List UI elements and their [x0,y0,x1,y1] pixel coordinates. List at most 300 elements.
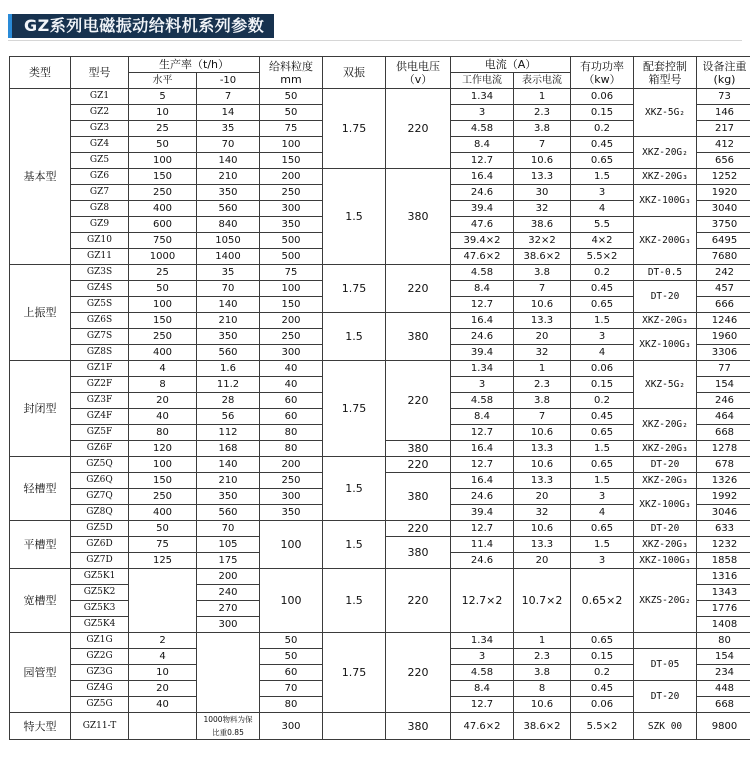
cell-h: 8 [129,377,197,393]
cell-p: 0.15 [571,105,634,121]
cell-w: 1960 [697,329,750,345]
cell-model: GZ7Q [71,489,129,505]
cell-wc: 8.4 [451,409,514,425]
cell-model: GZ1 [71,89,129,105]
cell-wc: 24.6 [451,553,514,569]
cell-p: 0.06 [571,697,634,713]
cell-h: 150 [129,313,197,329]
cell-mc: 20 [514,489,571,505]
cell-h: 25 [129,265,197,281]
cell-ctl: XKZ-20G₃ [634,441,697,457]
cell-w: 3040 [697,201,750,217]
cell-model: GZ7S [71,329,129,345]
cell-v: 220 [386,265,451,313]
cell-ctl: SZK 00 [634,713,697,740]
cell-model: GZ5S [71,297,129,313]
cell-d: 270 [197,601,260,617]
cell-d: 240 [197,585,260,601]
cell-model: GZ5Q [71,457,129,473]
cell-mc: 38.6×2 [514,249,571,265]
cell-model: GZ10 [71,233,129,249]
cell-d: 840 [197,217,260,233]
cell-w: 666 [697,297,750,313]
cell-v: 220 [386,569,451,633]
cell-mc: 38.6×2 [514,713,571,740]
cell-g: 50 [260,89,323,105]
cell-g: 300 [260,713,323,740]
cell-h: 100 [129,153,197,169]
cell-mc: 30 [514,185,571,201]
cell-h: 600 [129,217,197,233]
cell-h: 50 [129,137,197,153]
table-row [10,569,750,585]
cell-h: 10 [129,105,197,121]
cell-g: 75 [260,265,323,281]
table-row [10,457,750,473]
cell-wc: 12.7 [451,697,514,713]
cell-ctl: DT-05 [634,649,697,681]
cell-w: 1252 [697,169,750,185]
header-minus10: -10 [197,73,260,89]
cell-h: 4 [129,649,197,665]
cell-d: 210 [197,169,260,185]
cell-v: 220 [386,89,451,169]
cell-wc: 47.6×2 [451,713,514,740]
cell-wc: 12.7×2 [451,569,514,633]
cell-g: 40 [260,361,323,377]
cell-ctl: XKZ-20G₃ [634,313,697,329]
cell-g: 100 [260,521,323,569]
cell-w: 1920 [697,185,750,201]
cell-w: 1326 [697,473,750,489]
cell-type: 轻槽型 [10,457,71,521]
cell-p: 4 [571,505,634,521]
cell-mc: 10.6 [514,697,571,713]
cell-h: 10 [129,665,197,681]
cell-g: 300 [260,345,323,361]
cell-p: 4 [571,345,634,361]
cell-model: GZ11 [71,249,129,265]
cell-ctl: DT-20 [634,681,697,713]
cell-g: 50 [260,649,323,665]
cell-p: 3 [571,185,634,201]
cell-model: GZ3F [71,393,129,409]
cell-g: 75 [260,121,323,137]
cell-mc: 3.8 [514,265,571,281]
cell-w: 73 [697,89,750,105]
cell-p: 4 [571,201,634,217]
cell-ctl: XKZ-20G₃ [634,473,697,489]
cell-p: 0.45 [571,137,634,153]
cell-w: 1316 [697,569,750,585]
cell-w: 457 [697,281,750,297]
cell-g: 150 [260,153,323,169]
cell-g: 300 [260,201,323,217]
cell-ctl: XKZ-100G₃ [634,489,697,521]
cell-d: 1000物料为保 比重0.85 [197,713,260,740]
cell-mc: 1 [514,633,571,649]
cell-h: 400 [129,345,197,361]
cell-ctl: DT-0.5 [634,265,697,281]
cell-d [197,633,260,713]
cell-mc: 10.6 [514,425,571,441]
cell-p: 3 [571,489,634,505]
cell-p: 4×2 [571,233,634,249]
cell-w: 656 [697,153,750,169]
cell-w: 678 [697,457,750,473]
cell-mc: 10.6 [514,457,571,473]
cell-w: 1992 [697,489,750,505]
cell-d: 56 [197,409,260,425]
cell-h: 120 [129,441,197,457]
cell-amp [323,713,386,740]
cell-w: 3046 [697,505,750,521]
cell-h: 150 [129,169,197,185]
cell-d: 350 [197,489,260,505]
cell-mc: 32 [514,201,571,217]
cell-mc: 2.3 [514,649,571,665]
cell-g: 70 [260,681,323,697]
cell-ctl: XKZ-100G₃ [634,185,697,217]
cell-model: GZ6D [71,537,129,553]
cell-mc: 13.3 [514,441,571,457]
cell-wc: 12.7 [451,457,514,473]
cell-g: 200 [260,457,323,473]
cell-p: 5.5 [571,217,634,233]
cell-ctl [634,633,697,649]
cell-d: 210 [197,473,260,489]
cell-p: 0.65 [571,297,634,313]
cell-g: 100 [260,281,323,297]
cell-p: 0.45 [571,681,634,697]
cell-amp: 1.5 [323,521,386,569]
header-meter-current: 表示电流 [514,73,571,89]
cell-h: 100 [129,457,197,473]
cell-mc: 3.8 [514,665,571,681]
cell-mc: 10.6 [514,521,571,537]
cell-p: 0.06 [571,361,634,377]
page-title: GZ系列电磁振动给料机系列参数 [24,16,265,35]
cell-p: 0.15 [571,649,634,665]
cell-wc: 16.4 [451,169,514,185]
cell-model: GZ2 [71,105,129,121]
cell-model: GZ1G [71,633,129,649]
cell-w: 154 [697,649,750,665]
cell-model: GZ8S [71,345,129,361]
cell-mc: 32 [514,505,571,521]
cell-mc: 20 [514,329,571,345]
cell-wc: 16.4 [451,313,514,329]
table-row [10,265,750,281]
cell-w: 3750 [697,217,750,233]
cell-w: 668 [697,697,750,713]
cell-model: GZ6S [71,313,129,329]
cell-mc: 20 [514,553,571,569]
cell-w: 146 [697,105,750,121]
cell-mc: 13.3 [514,537,571,553]
cell-wc: 39.4 [451,505,514,521]
cell-model: GZ4S [71,281,129,297]
header-voltage: 供电电压 （v） [386,57,451,89]
cell-g: 500 [260,249,323,265]
cell-p: 1.5 [571,473,634,489]
cell-g: 60 [260,665,323,681]
cell-wc: 39.4×2 [451,233,514,249]
cell-mc: 13.3 [514,169,571,185]
cell-v: 220 [386,521,451,537]
cell-model: GZ5K2 [71,585,129,601]
cell-wc: 12.7 [451,153,514,169]
cell-wc: 3 [451,649,514,665]
cell-ctl: XKZS-20G₂ [634,569,697,633]
cell-wc: 4.58 [451,393,514,409]
cell-p: 3 [571,329,634,345]
cell-h: 20 [129,393,197,409]
cell-h: 400 [129,505,197,521]
cell-wc: 1.34 [451,361,514,377]
cell-wc: 3 [451,105,514,121]
header-granularity: 给料粒度 mm [260,57,323,89]
cell-h: 5 [129,89,197,105]
cell-wc: 4.58 [451,265,514,281]
title-box [8,14,274,38]
cell-g: 200 [260,169,323,185]
cell-h: 250 [129,489,197,505]
table-row [10,633,750,649]
cell-h: 25 [129,121,197,137]
cell-h: 40 [129,409,197,425]
cell-w: 1343 [697,585,750,601]
cell-mc: 10.7×2 [514,569,571,633]
cell-h: 40 [129,697,197,713]
cell-d: 1050 [197,233,260,249]
header-capacity: 生产率（t/h） [129,57,260,73]
cell-w: 464 [697,409,750,425]
cell-wc: 8.4 [451,137,514,153]
cell-ctl: DT-20 [634,457,697,473]
cell-v: 380 [386,441,451,457]
cell-p: 0.2 [571,265,634,281]
cell-v: 380 [386,473,451,521]
cell-model: GZ5D [71,521,129,537]
cell-w: 1776 [697,601,750,617]
table-row [10,521,750,537]
cell-g: 80 [260,425,323,441]
cell-model: GZ6F [71,441,129,457]
cell-model: GZ4F [71,409,129,425]
cell-d: 350 [197,329,260,345]
cell-w: 633 [697,521,750,537]
cell-g: 300 [260,489,323,505]
cell-model: GZ5F [71,425,129,441]
cell-d: 560 [197,201,260,217]
cell-w: 6495 [697,233,750,249]
header-model: 型号 [71,57,129,89]
header-control: 配套控制 箱型号 [634,57,697,89]
cell-wc: 8.4 [451,281,514,297]
cell-h: 100 [129,297,197,313]
cell-w: 9800 [697,713,750,740]
cell-g: 150 [260,297,323,313]
cell-type: 平槽型 [10,521,71,569]
cell-d: 112 [197,425,260,441]
cell-h: 250 [129,185,197,201]
cell-h [129,713,197,740]
cell-g: 50 [260,105,323,121]
cell-p: 0.65 [571,457,634,473]
cell-p: 5.5×2 [571,713,634,740]
cell-h: 4 [129,361,197,377]
cell-g: 250 [260,185,323,201]
cell-model: GZ6Q [71,473,129,489]
table-row [10,361,750,377]
cell-mc: 2.3 [514,105,571,121]
cell-d: 28 [197,393,260,409]
cell-mc: 38.6 [514,217,571,233]
cell-g: 40 [260,377,323,393]
cell-type: 特大型 [10,713,71,740]
cell-wc: 39.4 [451,201,514,217]
cell-g: 100 [260,137,323,153]
cell-model: GZ5K1 [71,569,129,585]
cell-wc: 47.6 [451,217,514,233]
cell-model: GZ3S [71,265,129,281]
cell-mc: 10.6 [514,297,571,313]
table-row [10,169,750,185]
cell-p: 0.65 [571,153,634,169]
cell-w: 3306 [697,345,750,361]
cell-wc: 4.58 [451,665,514,681]
cell-wc: 8.4 [451,681,514,697]
cell-mc: 7 [514,281,571,297]
cell-model: GZ9 [71,217,129,233]
cell-model: GZ6 [71,169,129,185]
cell-w: 1232 [697,537,750,553]
cell-w: 246 [697,393,750,409]
cell-model: GZ11-T [71,713,129,740]
cell-ctl: XKZ-20G₃ [634,537,697,553]
cell-amp: 1.75 [323,633,386,713]
cell-p: 0.15 [571,377,634,393]
cell-g: 80 [260,441,323,457]
cell-model: GZ1F [71,361,129,377]
cell-amp: 1.5 [323,569,386,633]
cell-g: 250 [260,473,323,489]
cell-mc: 3.8 [514,393,571,409]
cell-p: 0.65 [571,521,634,537]
cell-model: GZ5G [71,697,129,713]
header-type: 类型 [10,57,71,89]
cell-d: 11.2 [197,377,260,393]
cell-mc: 1 [514,361,571,377]
header-work-current: 工作电流 [451,73,514,89]
cell-p: 0.2 [571,665,634,681]
cell-mc: 7 [514,137,571,153]
cell-ctl: XKZ-5G₂ [634,361,697,409]
cell-mc: 10.6 [514,153,571,169]
cell-ctl: XKZ-20G₂ [634,137,697,169]
cell-d: 7 [197,89,260,105]
cell-p: 0.65 [571,633,634,649]
cell-w: 668 [697,425,750,441]
cell-p: 0.06 [571,89,634,105]
cell-ctl: XKZ-100G₃ [634,553,697,569]
cell-model: GZ8Q [71,505,129,521]
cell-h: 1000 [129,249,197,265]
cell-h: 50 [129,281,197,297]
cell-g: 500 [260,233,323,249]
cell-w: 7680 [697,249,750,265]
cell-d: 200 [197,569,260,585]
cell-wc: 24.6 [451,489,514,505]
cell-h: 750 [129,233,197,249]
title-bar [8,14,742,41]
cell-model: GZ3 [71,121,129,137]
cell-d: 105 [197,537,260,553]
cell-w: 154 [697,377,750,393]
cell-h: 2 [129,633,197,649]
cell-model: GZ8 [71,201,129,217]
cell-wc: 12.7 [451,297,514,313]
cell-v: 380 [386,313,451,361]
cell-d: 70 [197,137,260,153]
cell-g: 350 [260,505,323,521]
cell-wc: 24.6 [451,185,514,201]
cell-ctl: XKZ-5G₂ [634,89,697,137]
cell-ctl: XKZ-20G₃ [634,169,697,185]
cell-wc: 39.4 [451,345,514,361]
cell-h: 20 [129,681,197,697]
cell-type: 基本型 [10,89,71,265]
cell-wc: 3 [451,377,514,393]
cell-p: 0.65 [571,425,634,441]
cell-amp: 1.75 [323,361,386,457]
cell-g: 80 [260,697,323,713]
cell-mc: 32 [514,345,571,361]
cell-w: 1278 [697,441,750,457]
cell-h [129,569,197,633]
cell-amp: 1.5 [323,313,386,361]
cell-p: 0.2 [571,393,634,409]
cell-h: 80 [129,425,197,441]
cell-d: 35 [197,121,260,137]
cell-model: GZ4 [71,137,129,153]
cell-model: GZ5K3 [71,601,129,617]
spec-table [9,56,750,740]
cell-wc: 1.34 [451,89,514,105]
cell-wc: 4.58 [451,121,514,137]
cell-d: 210 [197,313,260,329]
cell-wc: 11.4 [451,537,514,553]
cell-w: 242 [697,265,750,281]
cell-d: 70 [197,521,260,537]
cell-v: 220 [386,633,451,713]
cell-wc: 16.4 [451,473,514,489]
cell-wc: 24.6 [451,329,514,345]
cell-d: 1.6 [197,361,260,377]
cell-g: 350 [260,217,323,233]
cell-p: 1.5 [571,537,634,553]
cell-model: GZ5K4 [71,617,129,633]
cell-mc: 32×2 [514,233,571,249]
cell-mc: 13.3 [514,473,571,489]
cell-mc: 7 [514,409,571,425]
cell-wc: 16.4 [451,441,514,457]
table-row [10,89,750,105]
cell-v: 220 [386,457,451,473]
cell-p: 1.5 [571,441,634,457]
cell-model: GZ3G [71,665,129,681]
